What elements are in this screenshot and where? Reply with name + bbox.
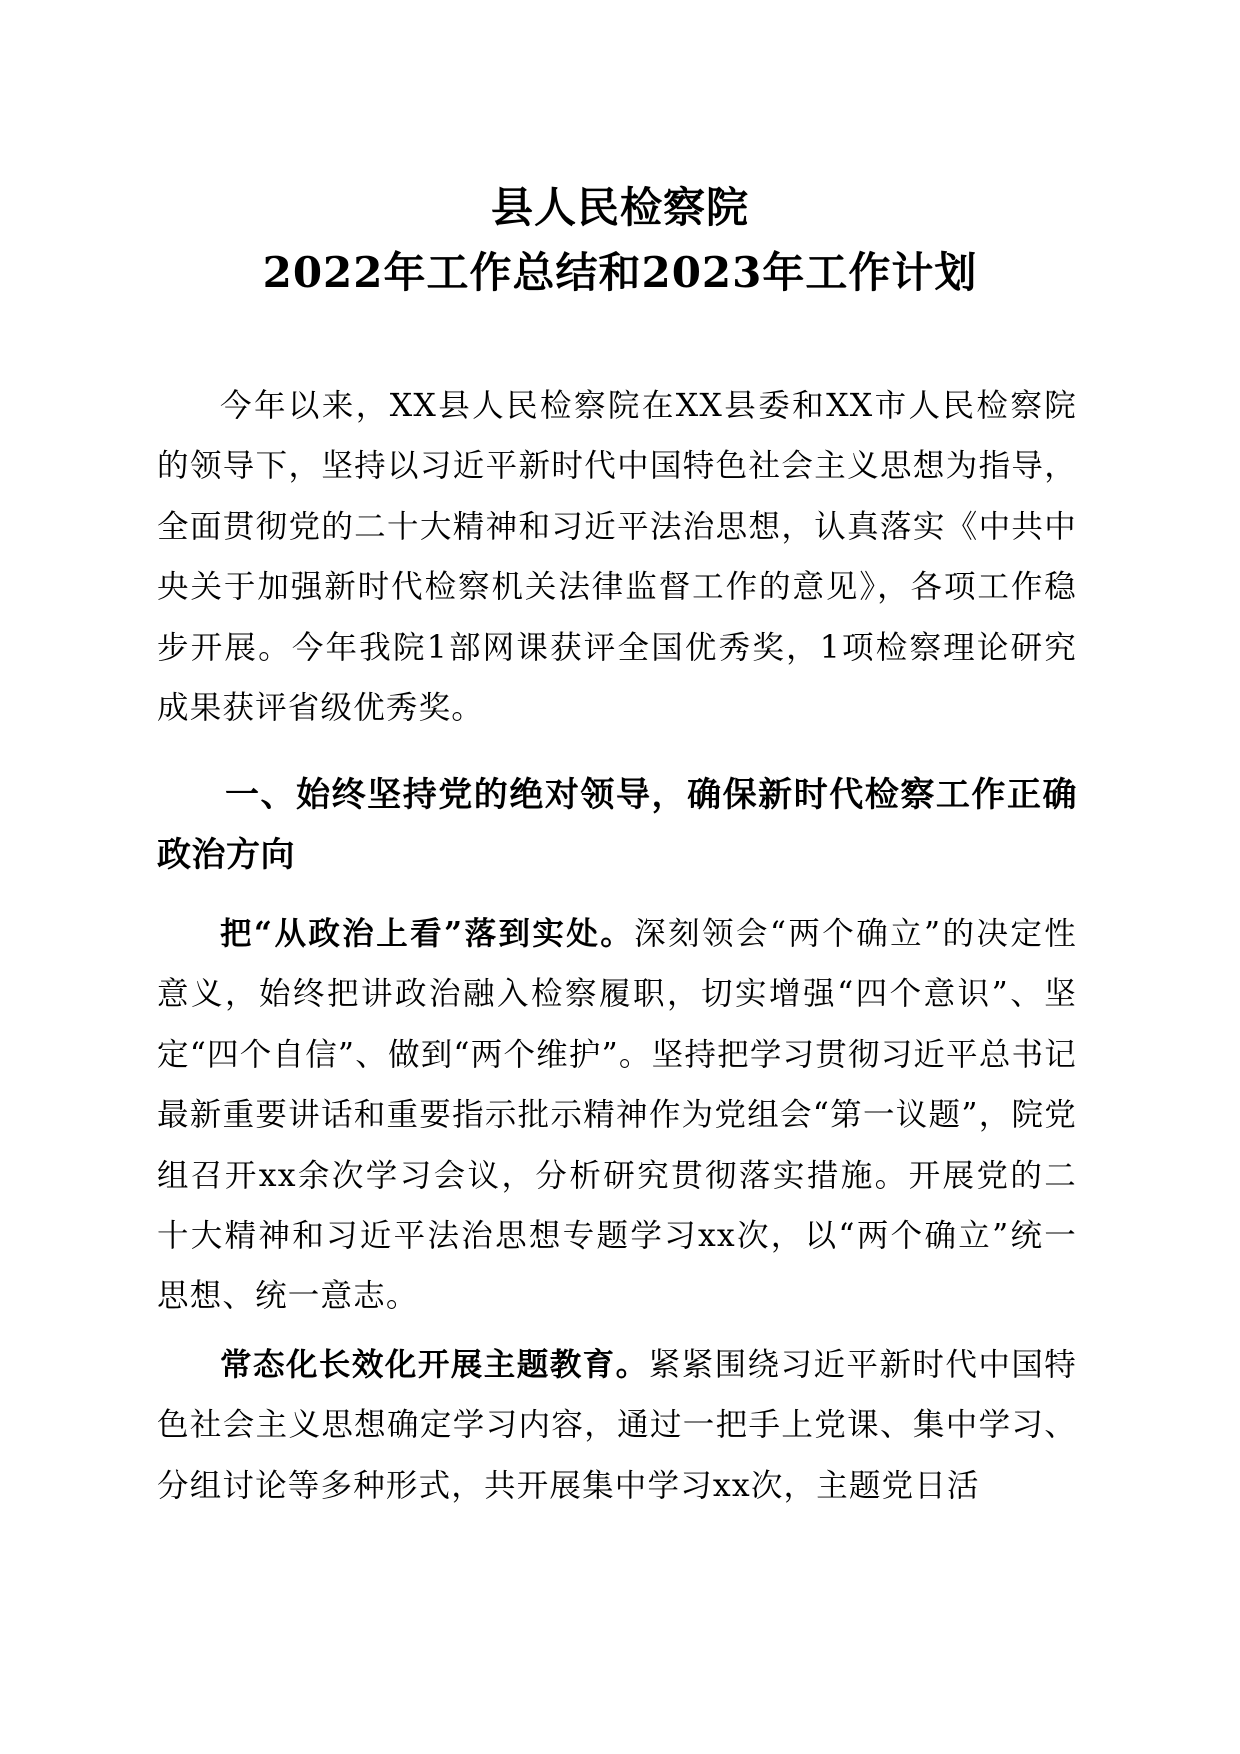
section1-paragraph-1 — [157, 904, 1077, 1327]
paragraph-lead: 常态化长效化开展主题教育。 — [220, 1346, 649, 1383]
paragraph-lead: 把“从政治上看”落到实处。 — [220, 915, 635, 952]
section-heading-1: 一、始终坚持党的绝对领导，确保新时代检察工作正确政治方向 — [157, 775, 1077, 875]
intro-paragraph: 今年以来，XX县人民检察院在XX县委和XX市人民检察院的领导下，坚持以习近平新时代中国特色社会主义思想为指导，全面贯彻党的二十大精神和习近平法治思想，认真落实《中共中央关于加强新时代检察机关法律监督工作的意见》，各项工作稳步开展。今年我院1部网课获评全国优秀奖，1项检察理论研究成果获评省级优秀奖。 — [157, 388, 1077, 727]
section1-paragraph-2 — [157, 1335, 1077, 1516]
document-title-line2: 2022年工作总结和2023年工作计划 — [262, 248, 978, 297]
paragraph-text: 深刻领会“两个确立”的决定性意义，始终把讲政治融入检察履职，切实增强“四个意识”、坚定“四个自信”、做到“两个维护”。坚持把学习贯彻习近平总书记最新重要讲话和重要指示批示精神作为党组会“第一议题”，院党组召开xx余次学习会议，分析研究贯彻落实措施。开展党的二十大精神和习近平法治思想专题学习xx次，以“两个确立”统一思想、统一意志。 — [157, 916, 1078, 1315]
paragraph-text: 紧紧围绕习近平新时代中国特色社会主义思想确定学习内容，通过一把手上党课、集中学习、分组讨论等多种形式，共开展集中学习xx次，主题党日活 — [157, 1347, 1077, 1504]
document-title-line1: 县人民检察院 — [490, 183, 749, 232]
